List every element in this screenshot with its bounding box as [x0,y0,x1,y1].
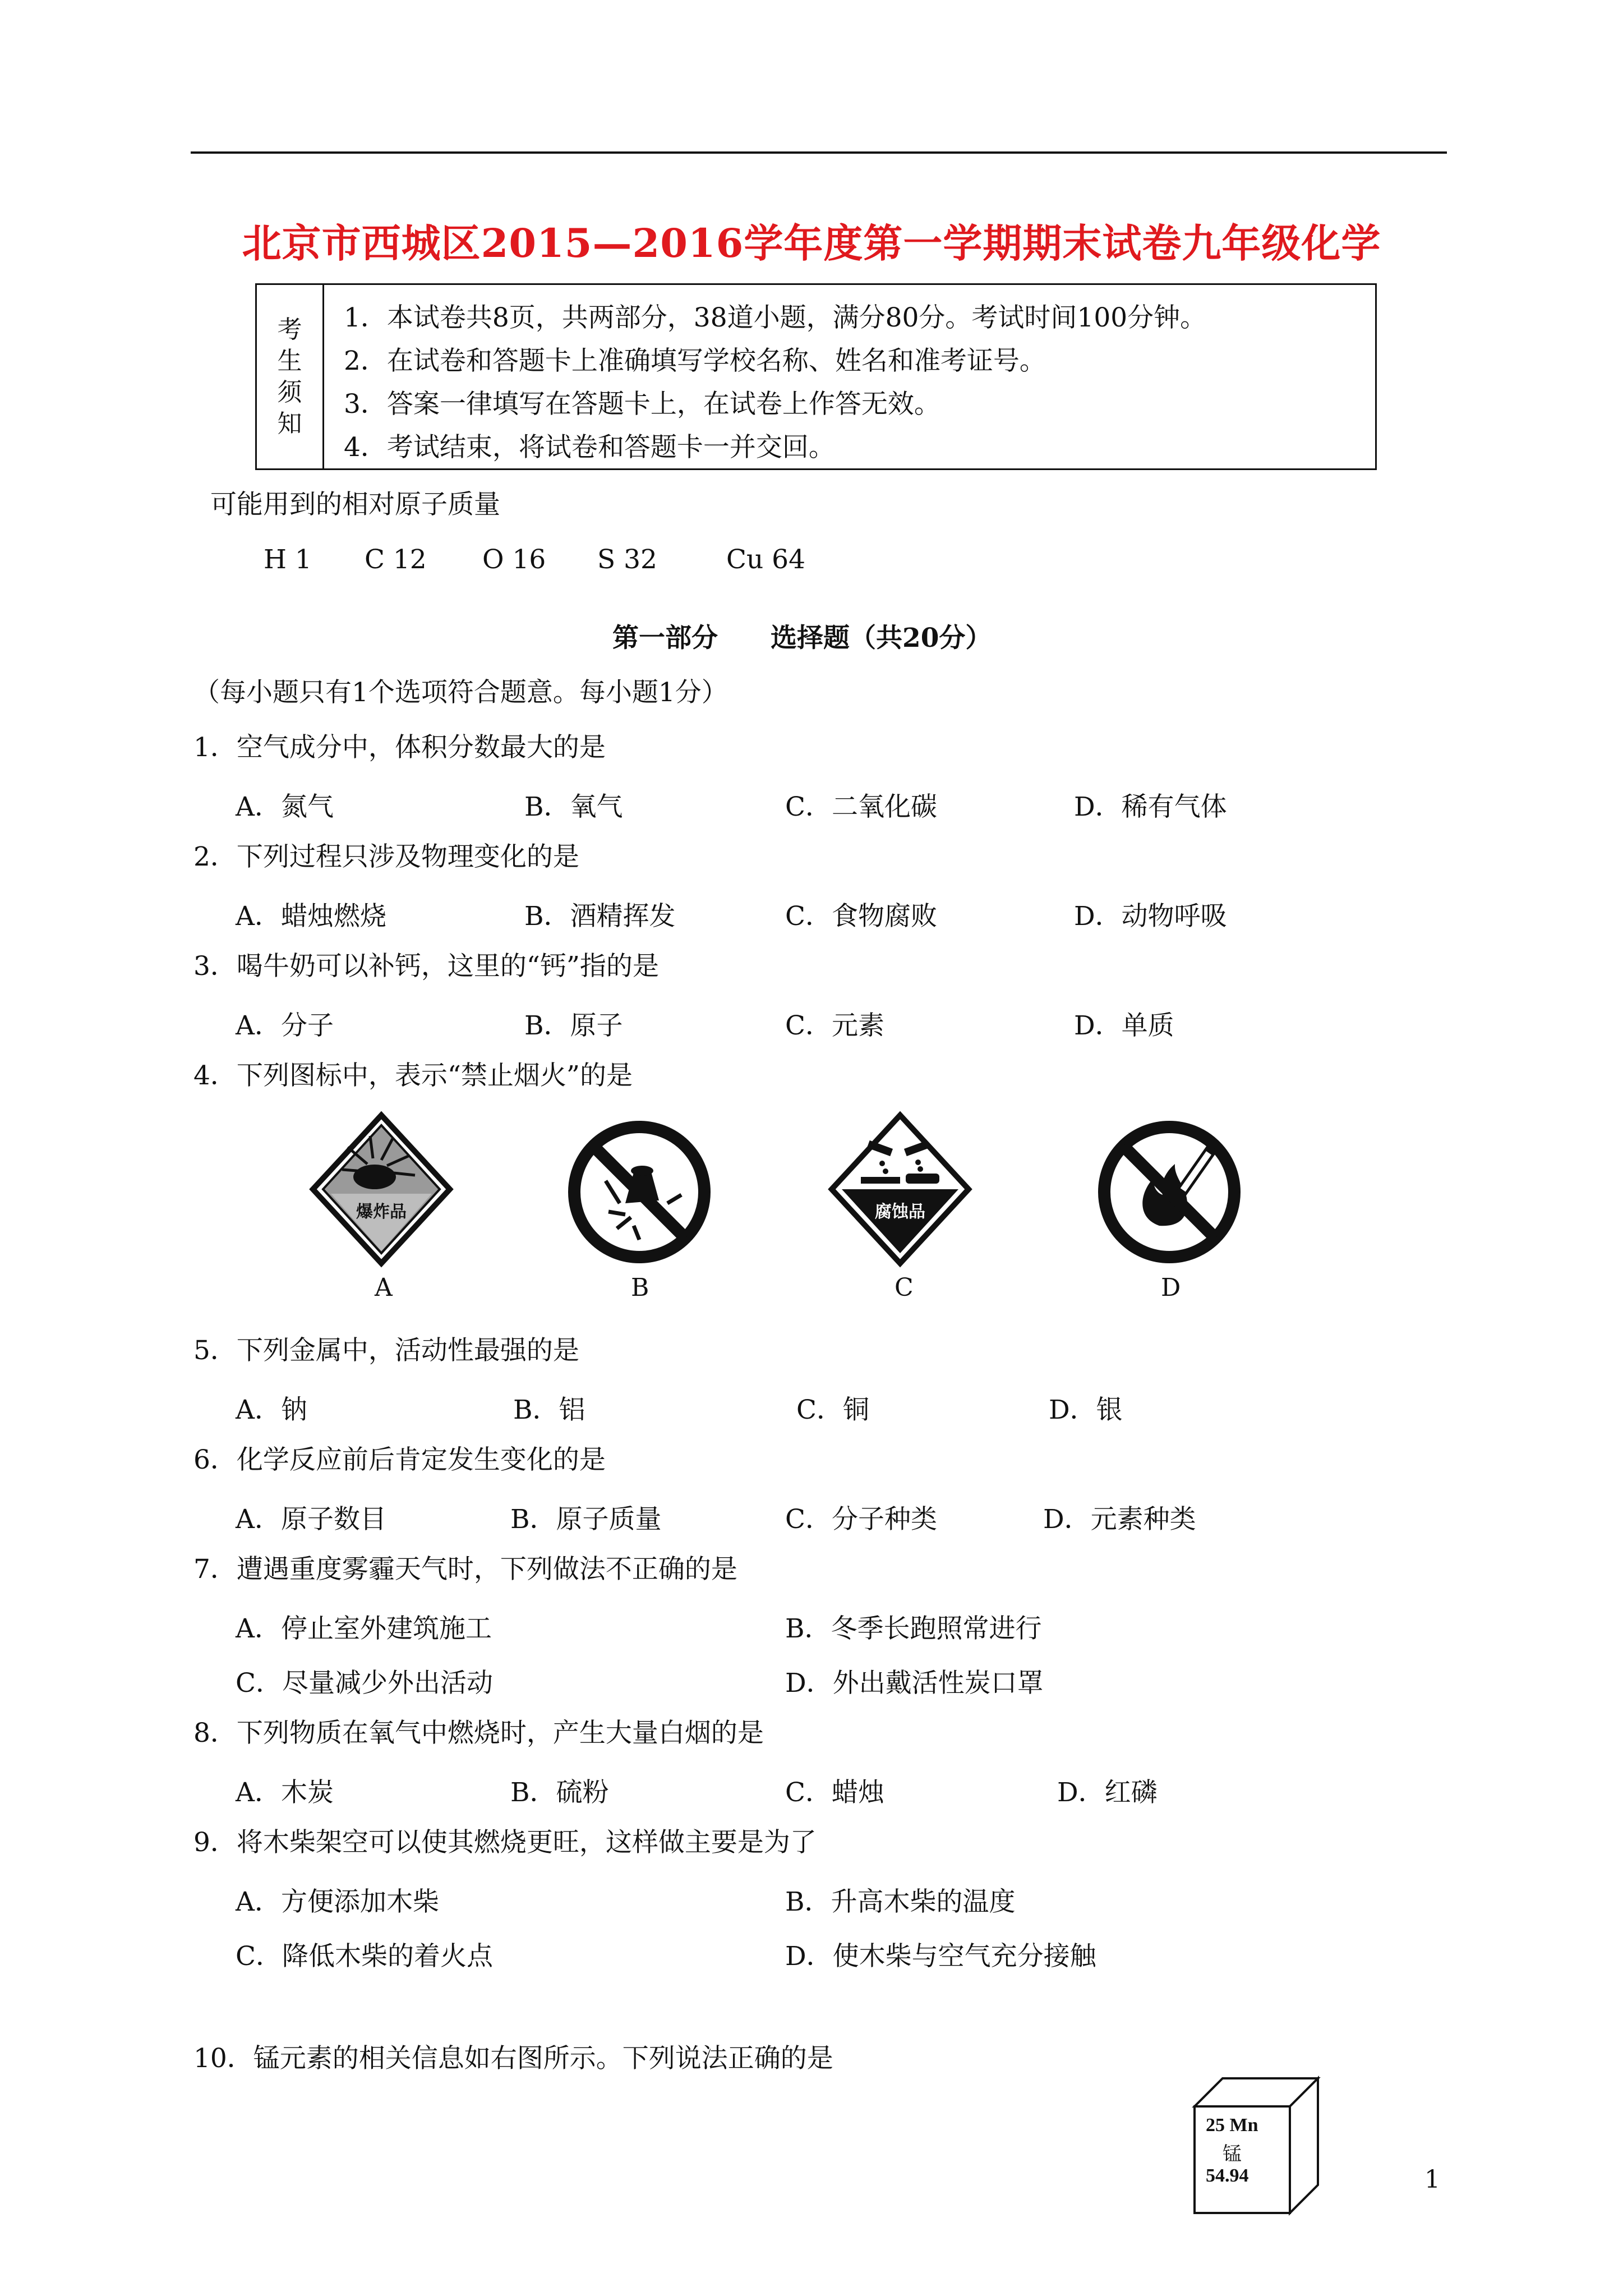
part1-instruction: （每小题只有1个选项符合题意。每小题1分） [193,677,728,708]
sign-label-d: D [1161,1273,1181,1302]
no-open-flame-sign-icon [1096,1119,1242,1265]
question-stem: 4．下列图标中，表示“禁止烟火”的是 [193,1060,633,1091]
part1-title: 第一部分 选择题（共20分） [612,623,992,654]
atomic-mass-heading: 可能用到的相对原子质量 [210,489,500,520]
question-stem: 1．空气成分中，体积分数最大的是 [193,732,606,763]
element-mass: 54.94 [1206,2165,1249,2186]
question-stem: 6．化学反应前后肯定发生变化的是 [193,1444,606,1475]
question-stem: 5．下列金属中，活动性最强的是 [193,1335,579,1366]
notice-label [257,285,324,468]
option-c: C．降低木柴的着火点 [236,1941,493,1972]
atomic-mass-cu: Cu 64 [726,544,805,575]
sign-label-c: C [895,1273,914,1302]
page-title: 北京市西城区2015—2016学年度第一学期期末试卷九年级化学 [242,220,1381,266]
option-d: D．元素种类 [1043,1504,1196,1535]
notice-box [255,283,1377,470]
option-a: A．钠 [236,1395,307,1425]
option-a: A．蜡烛燃烧 [236,901,386,932]
corrosive-sign-icon [827,1111,973,1268]
option-b: B．铝 [513,1395,585,1425]
atomic-mass-s: S 32 [597,544,657,575]
atomic-mass-h: H 1 [264,544,312,575]
option-d: D．外出戴活性炭口罩 [785,1668,1044,1699]
sign-c-text: 腐蚀品 [875,1202,925,1222]
option-d: D．使木柴与空气充分接触 [785,1941,1096,1972]
element-cube-figure [1189,2073,1324,2219]
option-c: C．分子种类 [785,1504,937,1535]
option-b: B．硫粉 [510,1777,609,1808]
option-a: A．木炭 [236,1777,334,1808]
option-d: D．动物呼吸 [1074,901,1227,932]
option-b: B．原子质量 [510,1504,662,1535]
notice-items [344,296,1364,469]
notice-label-char: 知 [277,409,302,438]
notice-item: 3．答案一律填写在答题卡上，在试卷上作答无效。 [344,389,940,420]
option-a: A．原子数目 [236,1504,386,1535]
element-name: 锰 [1223,2143,1242,2165]
notice-item: 1．本试卷共8页，共两部分，38道小题，满分80分。考试时间100分钟。 [344,302,1207,333]
element-number-symbol: 25 Mn [1206,2115,1258,2136]
option-b: B．酒精挥发 [524,901,676,932]
option-b: B．升高木柴的温度 [785,1887,1016,1917]
question-stem: 8．下列物质在氧气中燃烧时，产生大量白烟的是 [193,1718,764,1749]
option-b: B．冬季长跑照常进行 [785,1613,1042,1644]
option-c: C．铜 [796,1395,869,1425]
no-fireworks-sign-icon [566,1119,712,1265]
header-rule [191,151,1447,154]
option-c: C．蜡烛 [785,1777,884,1808]
option-a: A．分子 [236,1010,334,1041]
page-number: 1 [1424,2165,1440,2194]
sign-label-b: B [631,1273,649,1302]
option-d: D．银 [1049,1395,1123,1425]
sign-a-text: 爆炸品 [356,1202,407,1222]
option-d: D．红磷 [1057,1777,1158,1808]
notice-label-char: 生 [277,346,302,375]
option-d: D．稀有气体 [1074,792,1227,822]
sign-label-a: A [375,1273,393,1302]
option-b: B．原子 [524,1010,623,1041]
question-stem: 10．锰元素的相关信息如右图所示。下列说法正确的是 [193,2043,833,2074]
option-a: A．停止室外建筑施工 [236,1613,492,1644]
question-stem: 3．喝牛奶可以补钙，这里的“钙”指的是 [193,951,659,982]
notice-item: 4．考试结束，将试卷和答题卡一并交回。 [344,432,835,463]
option-a: A．方便添加木柴 [236,1887,439,1917]
option-c: C．元素 [785,1010,884,1041]
option-c: C．食物腐败 [785,901,937,932]
atomic-mass-o: O 16 [482,544,546,575]
option-c: C．尽量减少外出活动 [236,1668,493,1699]
question-stem: 2．下列过程只涉及物理变化的是 [193,841,579,872]
explosive-sign-icon [308,1111,454,1268]
option-a: A．氮气 [236,792,334,822]
notice-item: 2．在试卷和答题卡上准确填写学校名称、姓名和准考证号。 [344,346,1046,376]
question-stem: 7．遭遇重度雾霾天气时，下列做法不正确的是 [193,1554,737,1585]
notice-label-char: 考 [277,315,302,344]
atomic-mass-c: C 12 [365,544,427,575]
notice-label-char: 须 [277,378,302,407]
atomic-mass-values [264,543,805,577]
option-d: D．单质 [1074,1010,1174,1041]
option-c: C．二氧化碳 [785,792,937,822]
option-b: B．氧气 [524,792,623,822]
question-stem: 9．将木柴架空可以使其燃烧更旺，这样做主要是为了 [193,1827,817,1858]
